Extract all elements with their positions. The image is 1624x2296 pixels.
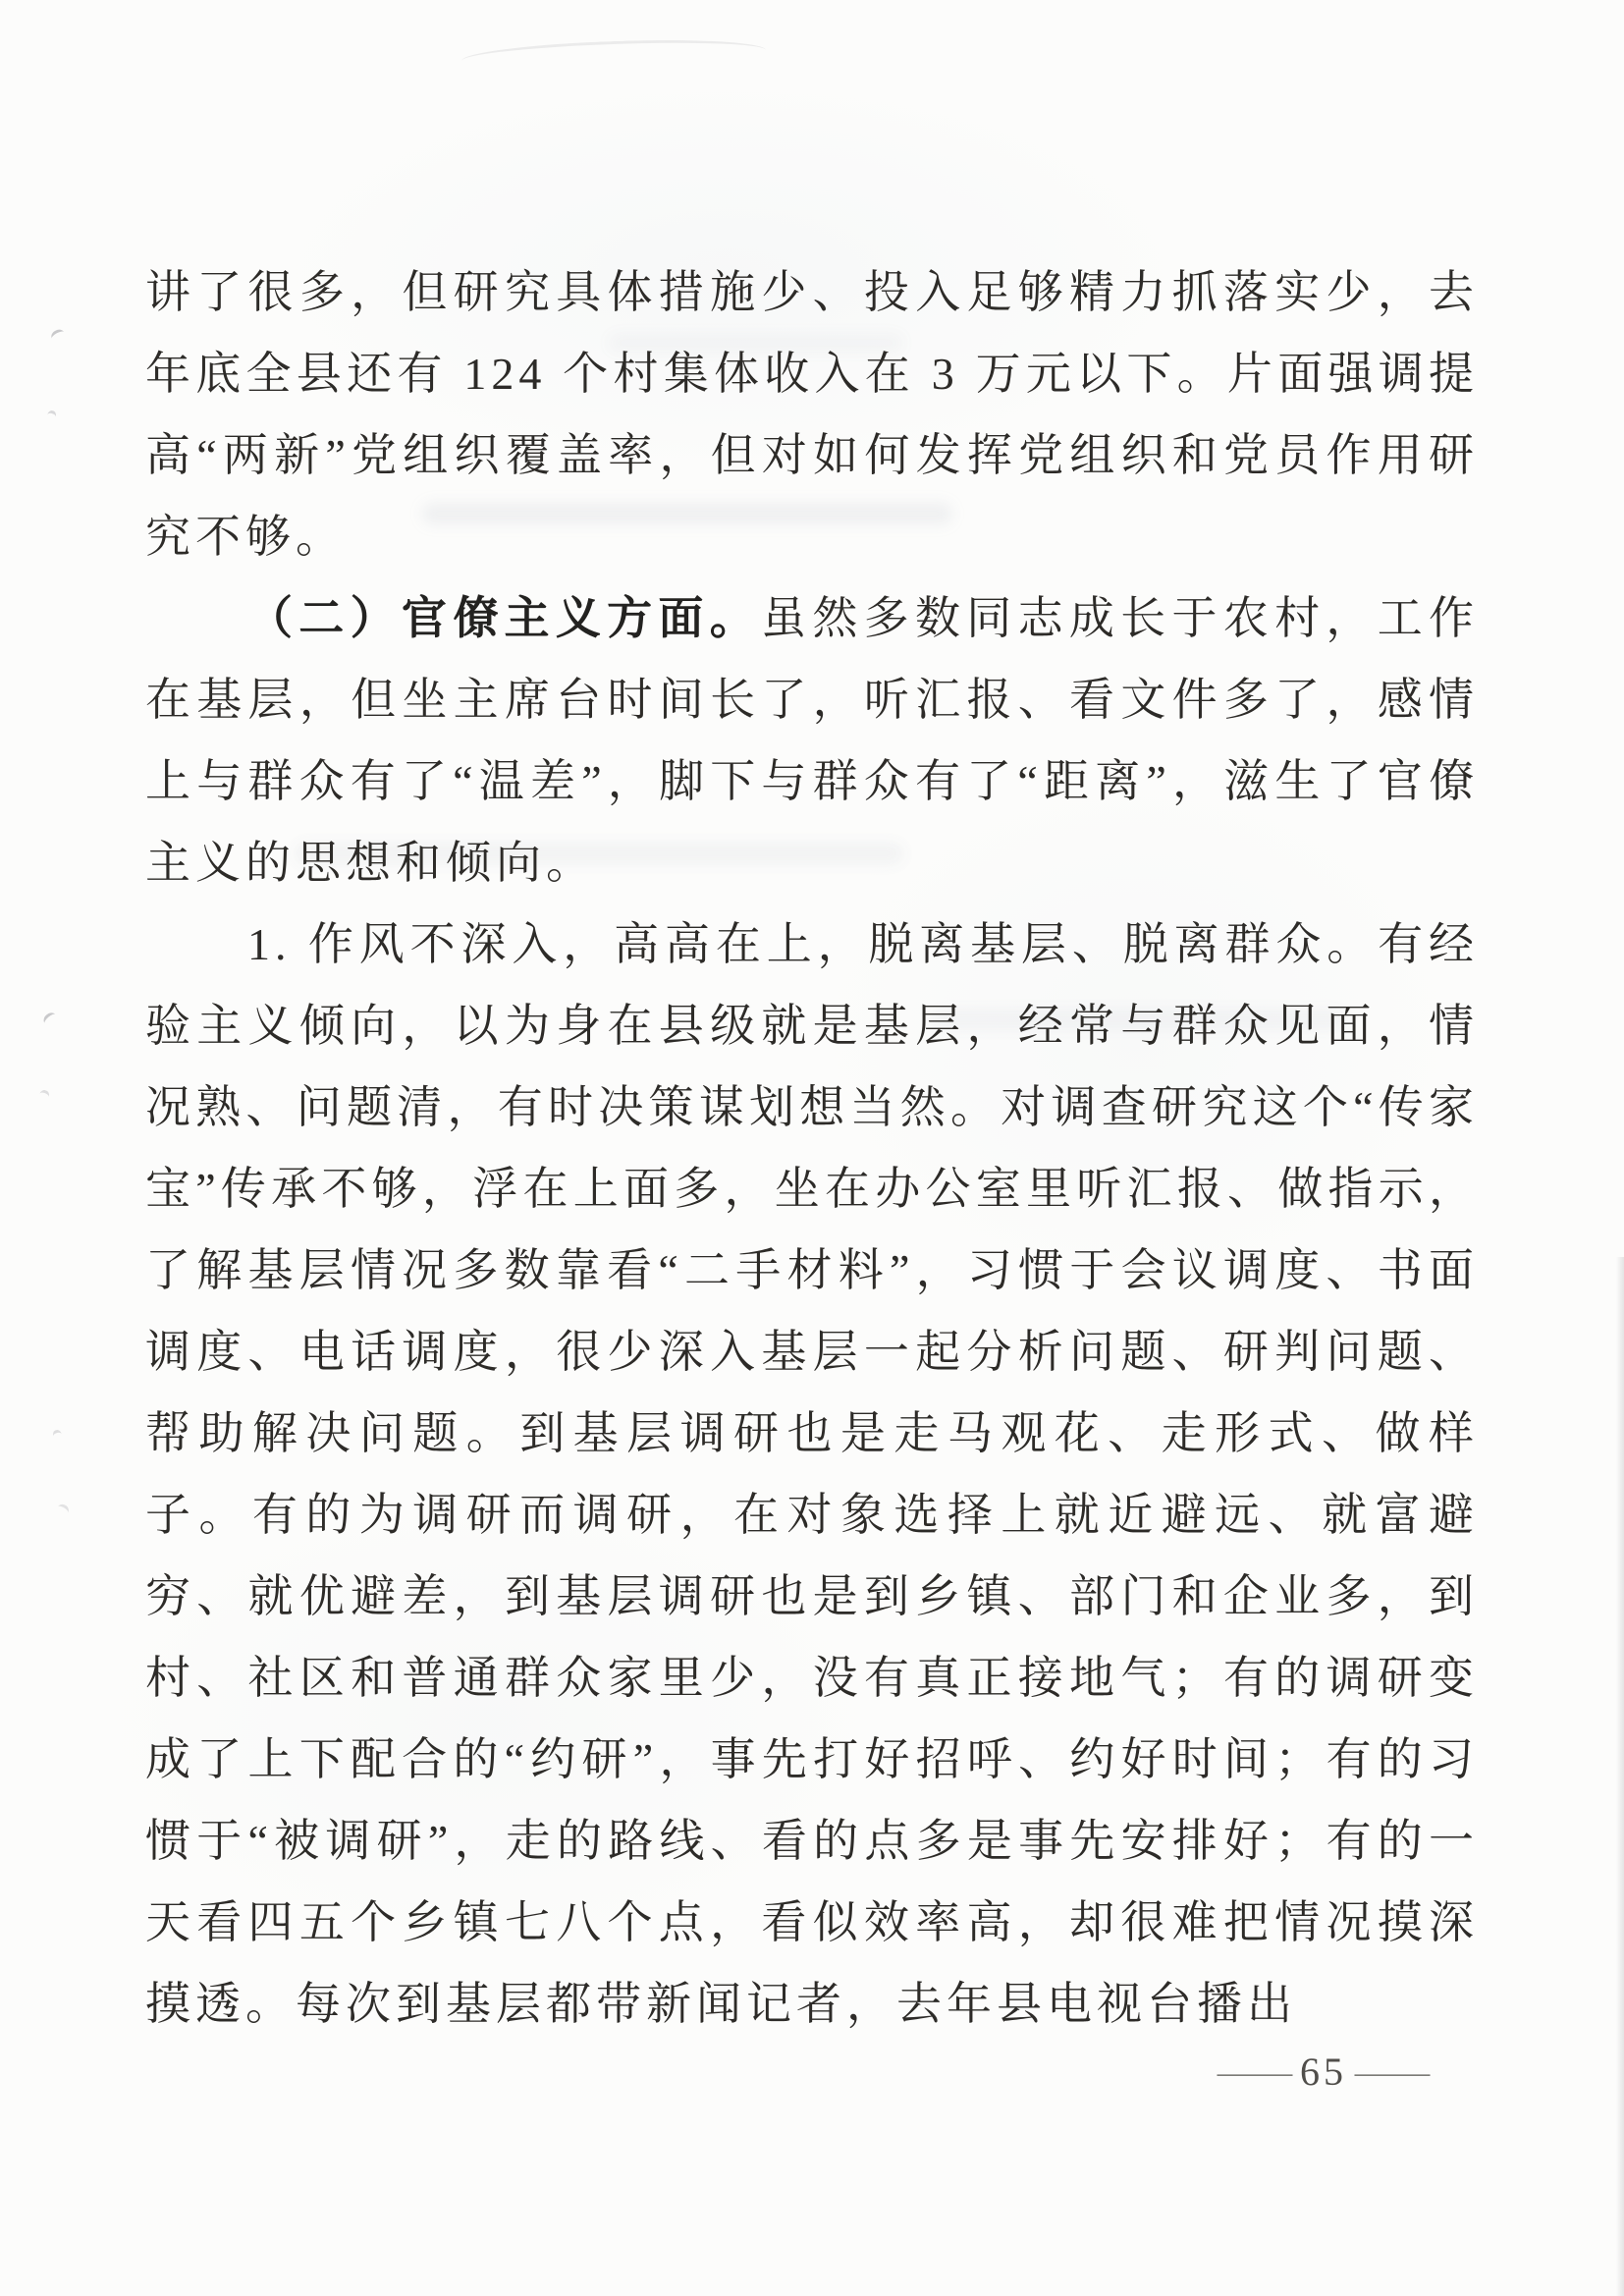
section-2-paragraph xyxy=(145,577,1479,903)
scan-speck-artifact xyxy=(49,327,67,343)
document-body-text xyxy=(145,251,1479,2045)
page-footer xyxy=(1218,2049,1430,2095)
footer-right-dash: — xyxy=(1355,2053,1430,2090)
footer-left-dash: — xyxy=(1218,2053,1292,2090)
item-1-paragraph xyxy=(145,903,1479,2045)
scan-edge-shadow xyxy=(1616,1257,1624,2296)
scan-speck-artifact xyxy=(46,410,58,422)
section-2-text: 虽然多数同志成长于农村，工作在基层，但坐主席台时间长了，听汇报、看文件多了，感情上与群众有了“温差”，脚下与群众有了“距离”，滋生了官僚主义的思想和倾向。 xyxy=(145,593,1480,888)
page-number: 65 xyxy=(1300,2050,1347,2094)
paragraph-continuation xyxy=(145,251,1479,577)
section-2-heading: （二）官僚主义方面。 xyxy=(247,593,762,643)
scan-speck-artifact xyxy=(52,1429,64,1442)
paragraph-continuation-text: 讲了很多，但研究具体措施少、投入足够精力抓落实少，去年底全县还有 124 个村集体收入在 3 万元以下。片面强调提高“两新”党组织覆盖率，但对如何发挥党组织和党员作用研究不够。 xyxy=(145,267,1479,562)
scan-speck-artifact xyxy=(41,1011,59,1027)
scan-crease-artifact xyxy=(461,36,767,76)
scan-speck-artifact xyxy=(37,1089,50,1103)
item-1-text: 1. 作风不深入，高高在上，脱离基层、脱离群众。有经验主义倾向，以为身在县级就是基层，经常与群众见面，情况熟、问题清，有时决策谋划想当然。对调查研究这个“传家宝”传承不够，浮在上面多，坐在办公室里听汇报、做指示，了解基层情况多数靠看“二手材料”，习惯于会议调度、书面调度、电话调度，很少深入基层一起分析问题、研判问题、帮助解决问题。到基层调研也是走马观花、走形式、做样子。有的为调研而调研，在对象选择上就近避远、就富避穷、就优避差，到基层调研也是到乡镇、部门和企业多，到村、社区和普通群众家里少，没有真正接地气；有的调研变成了上下配合的“约研”，事先打好招呼、约好时间；有的习惯于“被调研”，走的路线、看的点多是事先安排好；有的一天看四五个乡镇七八个点，看似效率高，却很难把情况摸深摸透。每次到基层都带新闻记者，去年县电视台播出 xyxy=(145,919,1479,2029)
scan-speck-artifact xyxy=(55,1503,71,1518)
